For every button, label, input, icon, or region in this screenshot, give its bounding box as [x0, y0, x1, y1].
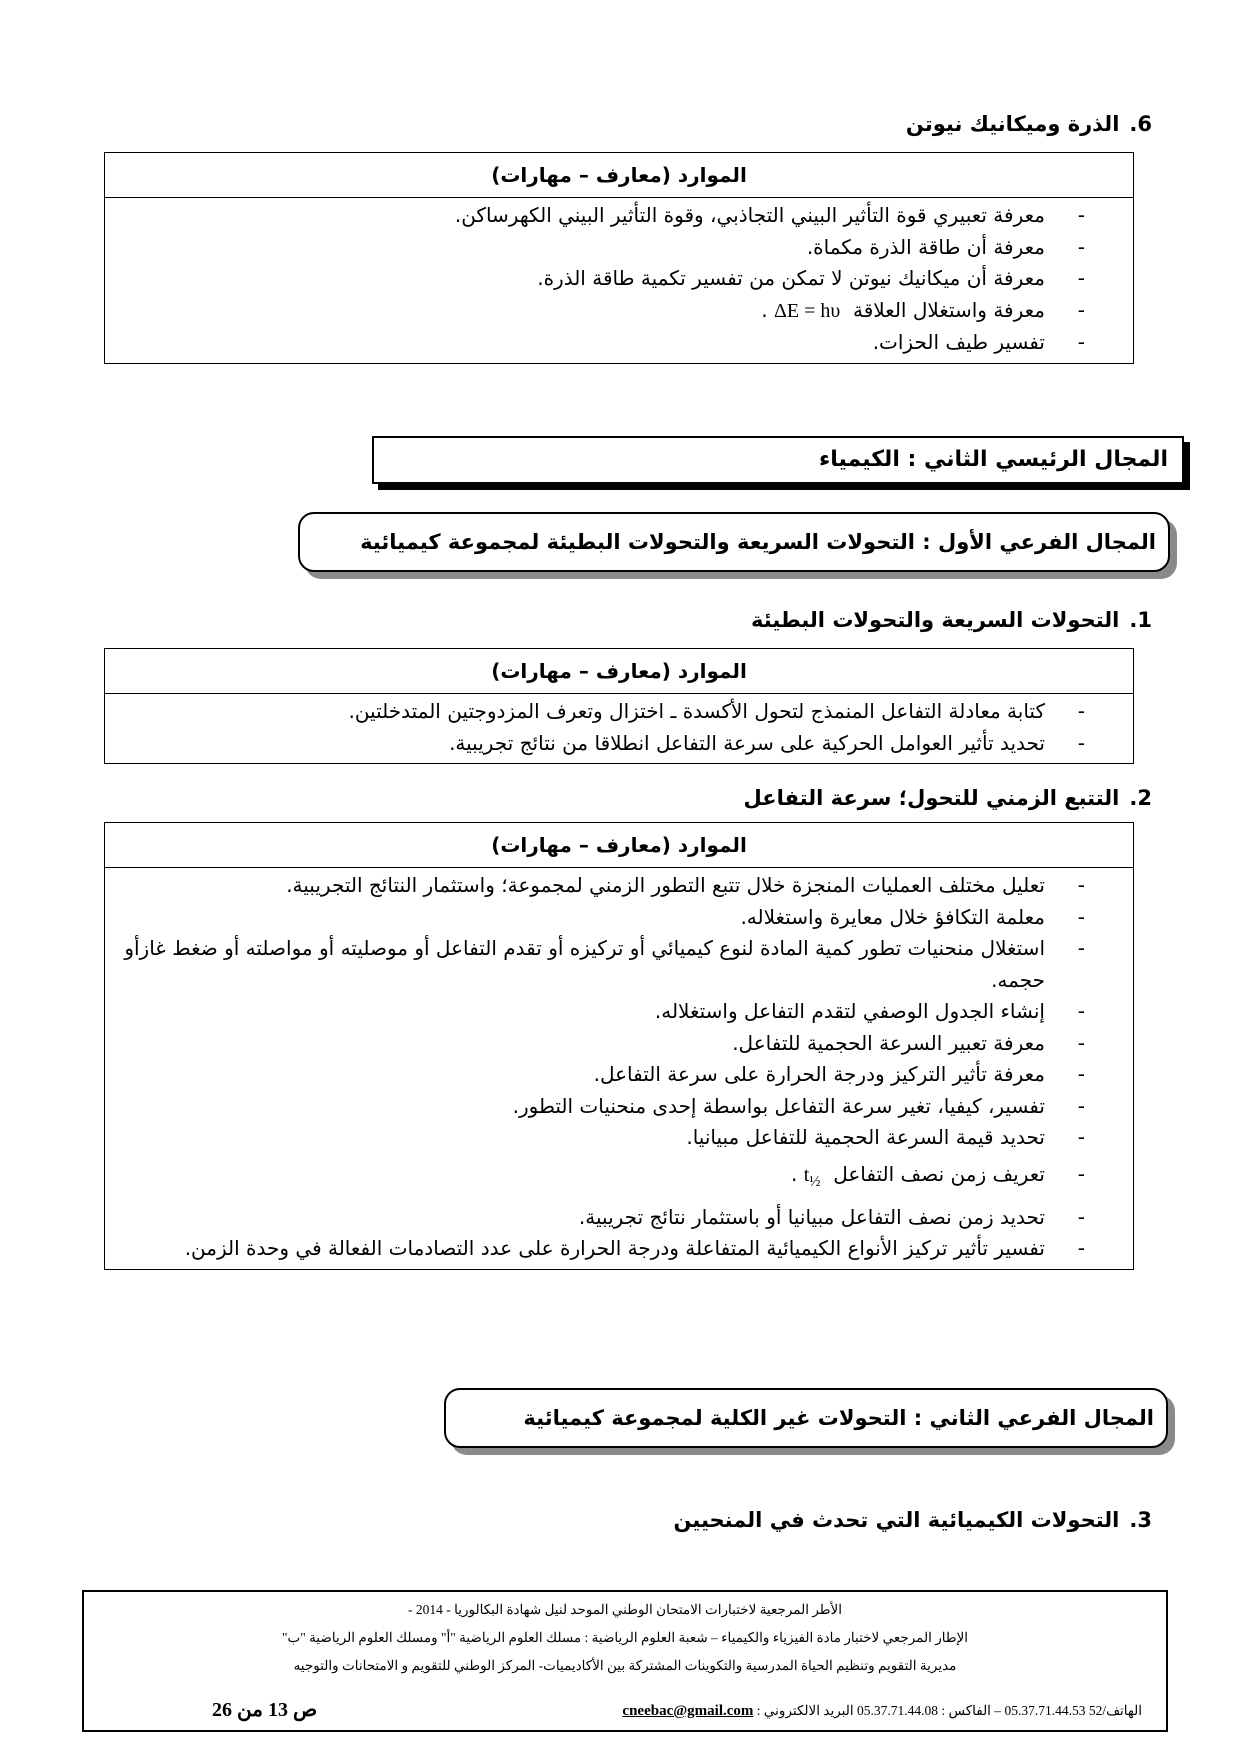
footer-contact: الهاتف/52 05.37.71.44.53 – الفاكس : 05.37.71.44.08 البريد الالكتروني : cneebac@gmail.com: [622, 1703, 1142, 1719]
half-life-symbol: $t_{\frac{1}{2}}$: [803, 1163, 821, 1190]
section-2-heading: [744, 786, 1152, 810]
footer-line-2: الإطار المرجعي لاختبار مادة الفيزياء والكيمياء – شعبة العلوم الرياضية : مسلك العلوم الرياضية "أ" ومسلك العلوم الرياضية "ب": [281, 1630, 969, 1645]
list-item: - تفسير، كيفيا، تغير سرعة التفاعل بواسطة إحدى منحنيات التطور.: [512, 1093, 1085, 1118]
section-1-list: [105, 694, 1133, 763]
sub-domain-2-title: المجال الفرعي الثاني : التحولات غير الكلية لمجموعة كيميائية: [523, 1406, 1154, 1430]
list-item: - معرفة أن طاقة الذرة مكماة.: [806, 234, 1085, 259]
list-item: - معلمة التكافؤ خلال معايرة واستغلاله.: [740, 904, 1085, 929]
section-1-heading: [751, 608, 1152, 632]
sub-domain-1-box: [298, 512, 1170, 572]
main-domain-title: المجال الرئيسي الثاني : الكيمياء: [819, 447, 1168, 472]
footer-email[interactable]: cneebac@gmail.com: [622, 1703, 754, 1719]
section-1-table-header: الموارد (معارف – مهارات): [105, 649, 1133, 694]
list-item: - كتابة معادلة التفاعل المنمذج لتحول الأكسدة ـ اختزال وتعرف المزدوجتين المتدخلتين.: [348, 699, 1085, 723]
list-item: - معرفة تعبيري قوة التأثير البيني التجاذبي، وقوة التأثير البيني الكهرساكن.: [454, 203, 1085, 227]
section-6-title: الذرة وميكانيك نيوتن: [905, 112, 1120, 136]
list-item: - تعليل مختلف العمليات المنجزة خلال تتبع التطور الزمني لمجموعة؛ واستثمار النتائج التجريبية.: [286, 873, 1085, 897]
footer-line-3: مديرية التقويم وتنظيم الحياة المدرسية والتكوينات المشتركة بين الأكاديميات- المركز الوطني للتقويم و الامتحانات والتوجيه: [293, 1658, 957, 1673]
list-item: - إنشاء الجدول الوصفي لتقدم التفاعل واستغلاله.: [654, 999, 1085, 1023]
footer-line-1: الأطر المرجعية لاختبارات الامتحان الوطني الموحد لنيل شهادة البكالوريا - 2014 -: [407, 1602, 842, 1617]
main-domain-box: [372, 436, 1184, 484]
list-item: - تحديد زمن نصف التفاعل مبيانيا أو باستثمار نتائج تجريبية.: [578, 1204, 1085, 1229]
section-6-table: [104, 152, 1134, 364]
list-item: - تعريف زمن نصف التفاعل $t_{\frac{1}{2}}$ .: [790, 1161, 1085, 1190]
energy-formula: ΔE = hυ: [773, 299, 841, 322]
section-2-number: 2.: [1129, 786, 1152, 810]
list-item: - تحديد قيمة السرعة الحجمية للتفاعل مبيانيا.: [686, 1125, 1085, 1149]
list-item: - تفسير طيف الحزات.: [872, 330, 1085, 354]
section-2-list: [105, 868, 1133, 1269]
list-item: - معرفة تعبير السرعة الحجمية للتفاعل.: [732, 1030, 1085, 1055]
section-2-title: التتبع الزمني للتحول؛ سرعة التفاعل: [743, 786, 1120, 810]
sub-domain-2-box: [444, 1388, 1168, 1448]
list-item: - تحديد تأثير العوامل الحركية على سرعة التفاعل انطلاقا من نتائج تجريبية.: [449, 730, 1085, 755]
section-6-table-header: الموارد (معارف – مهارات): [105, 153, 1133, 198]
section-6-heading: [906, 112, 1152, 136]
section-6-list: [105, 198, 1133, 363]
section-2-table: [104, 822, 1134, 1270]
list-item: - تفسير تأثير تركيز الأنواع الكيميائية المتفاعلة ودرجة الحرارة على عدد التصادمات الفعالة في وحدة الزمن.: [184, 1236, 1085, 1260]
section-1-title: التحولات السريعة والتحولات البطيئة: [751, 608, 1120, 632]
page-footer: [82, 1590, 1168, 1732]
page-number: ص 13 من 26: [212, 1699, 318, 1721]
list-item: - معرفة واستغلال العلاقة ΔE = hυ .: [761, 297, 1085, 322]
list-item: - معرفة أن ميكانيك نيوتن لا تمكن من تفسير تكمية طاقة الذرة.: [537, 266, 1085, 290]
list-item: - معرفة تأثير التركيز ودرجة الحرارة على سرعة التفاعل.: [593, 1062, 1085, 1086]
list-item: - استغلال منحنيات تطور كمية المادة لنوع كيميائي أو تركيزه أو تقدم التفاعل أو موصليته أو مواصلته أو ضغط غازأو حجمه.: [124, 936, 1085, 992]
section-1-table: [104, 648, 1134, 764]
section-2-table-header: الموارد (معارف – مهارات): [105, 823, 1133, 868]
section-6-number: 6.: [1129, 112, 1152, 136]
section-3-number: 3.: [1129, 1508, 1152, 1532]
section-1-number: 1.: [1129, 608, 1152, 632]
footer-contact-row: [108, 1694, 1142, 1724]
section-3-title: التحولات الكيميائية التي تحدث في المنحيين: [673, 1508, 1120, 1532]
section-3-heading: [673, 1508, 1152, 1532]
sub-domain-1-title: المجال الفرعي الأول : التحولات السريعة والتحولات البطيئة لمجموعة كيميائية: [360, 530, 1156, 554]
